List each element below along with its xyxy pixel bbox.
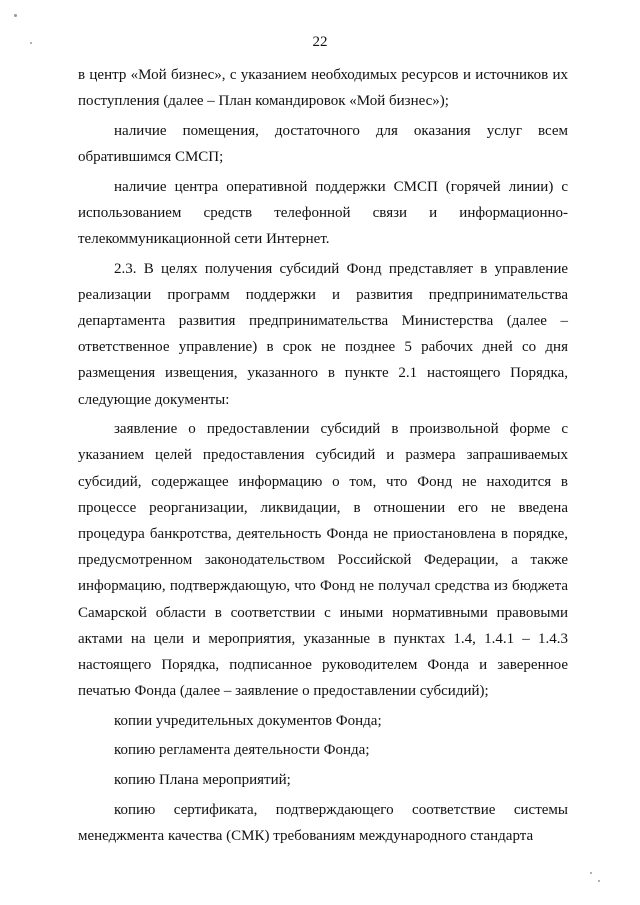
paragraph-2: наличие помещения, достаточного для оказания услуг всем обратившимся СМСП; [78, 122, 568, 165]
paragraph-6: копии учредительных документов Фонда; [114, 712, 382, 729]
scan-speck [598, 880, 600, 882]
page-number: 22 [312, 34, 328, 50]
scan-speck [590, 872, 592, 874]
paragraph-1: в центр «Мой бизнес», с указанием необходимых ресурсов и источников их поступления (далее – План командировок «Мой бизнес»); [78, 67, 568, 110]
document-body [78, 62, 568, 852]
paragraph-9: копию сертификата, подтверждающего соответствие системы менеджмента качества (СМК) требованиям международного стандарта [78, 801, 568, 844]
paragraph-8: копию Плана мероприятий; [114, 772, 291, 789]
scan-speck [14, 14, 17, 17]
paragraph-5: заявление о предоставлении субсидий в произвольной форме с указанием целей предоставления субсидий и размера запрашиваемых субсидий, содержащее информацию о том, что Фонд не находится в процессе реорганизации, ликвидации, в отношении его не введена процедура банкротства, деятельность Фонда не приостановлена в порядке, предусмотренном законодательством Российской Федерации, а также информацию, подтверждающую, что Фонд не получал средства из бюджета Самарской области в соответствии с иными нормативными правовыми актами на цели и мероприятия, указанные в пунктах 1.4, 1.4.1 – 1.4.3 настоящего Порядка, подписанное руководителем Фонда и заверенное печатью Фонда (далее – заявление о предоставлении субсидий); [78, 421, 568, 700]
scan-speck [30, 42, 32, 44]
paragraph-3: наличие центра оперативной поддержки СМСП (горячей линии) с использованием средств телефонной связи и информационно-телекоммуникационной сети Интернет. [78, 178, 568, 247]
paragraph-4: 2.3. В целях получения субсидий Фонд представляет в управление реализации программ поддержки и развития предпринимательства департамента развития предпринимательства Министерства (далее – ответственное управление) в срок не позднее 5 рабочих дней со дня размещения извещения, указанного в пункте 2.1 настоящего Порядка, следующие документы: [78, 260, 568, 408]
paragraph-7: копию регламента деятельности Фонда; [114, 742, 370, 759]
